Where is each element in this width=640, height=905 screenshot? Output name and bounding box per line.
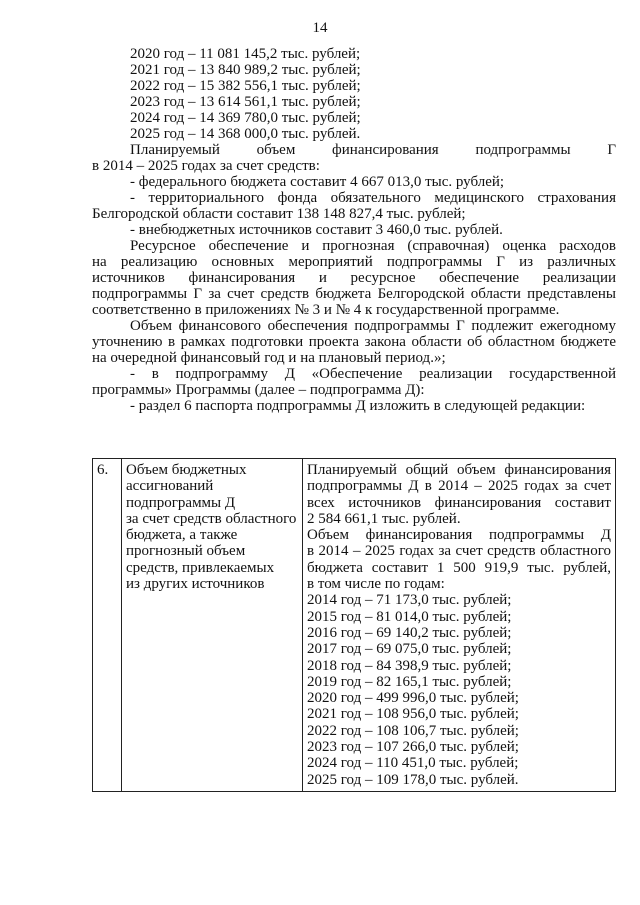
paragraph-line: Ресурсное обеспечение и прогнозная (справочная) оценка расходов (130, 238, 616, 254)
planned-g-line1: Планируемый объем финансирования подпрограммы Г (130, 142, 616, 158)
year-line: 2020 год – 11 081 145,2 тыс. рублей; (130, 46, 361, 62)
paragraph-line: подпрограммы Г за счет средств бюджета Белгородской области представлены (92, 286, 616, 302)
year-value-line: 2019 год – 82 165,1 тыс. рублей; (307, 673, 512, 690)
value-line: бюджета составит 1 500 919,9 тыс. рублей, (307, 559, 611, 576)
volume-paragraph (92, 318, 616, 366)
year-value-line: 2015 год – 81 014,0 тыс. рублей; (307, 608, 512, 625)
row-title-line: прогнозный объем (126, 543, 246, 560)
page-number: 14 (312, 20, 328, 36)
source-federal: - федерального бюджета составит 4 667 013,0 тыс. рублей; (130, 174, 505, 190)
table-row (93, 459, 616, 792)
resource-paragraph (92, 238, 616, 318)
year-value-line: 2024 год – 110 451,0 тыс. рублей; (307, 755, 519, 772)
source-extrabudget: - внебюджетных источников составит 3 460,0 тыс. рублей. (130, 222, 503, 238)
row-title-cell (122, 459, 303, 792)
year-value-line: 2020 год – 499 996,0 тыс. рублей; (307, 690, 519, 707)
year-line: 2024 год – 14 369 780,0 тыс. рублей; (130, 110, 361, 126)
paragraph-line: соответственно в приложениях № 3 и № 4 к государственной программе. (92, 302, 560, 318)
year-value-line: 2025 год – 109 178,0 тыс. рублей. (307, 771, 519, 788)
value-line: Объем финансирования подпрограммы Д (307, 527, 611, 544)
document-body (92, 46, 616, 414)
paragraph-line: на реализацию основных мероприятий подпрограммы Г из различных (92, 254, 616, 270)
year-line: 2022 год – 15 382 556,1 тыс. рублей; (130, 78, 361, 94)
year-value-line: 2017 год – 69 075,0 тыс. рублей; (307, 641, 512, 658)
year-value-line: 2021 год – 108 956,0 тыс. рублей; (307, 706, 519, 723)
value-line: в 2014 – 2025 годах за счет средств областного (307, 543, 611, 560)
paragraph-line: на очередной финансовый год и на плановый период.»; (92, 350, 446, 366)
value-line: подпрограммы Д в 2014 – 2025 годах за счет (307, 478, 611, 495)
year-value-line: 2016 год – 69 140,2 тыс. рублей; (307, 624, 512, 641)
value-line: Планируемый общий объем финансирования (307, 462, 611, 478)
row-title-line: бюджета, а также (126, 527, 238, 544)
paragraph-line: Объем финансового обеспечения подпрограммы Г подлежит ежегодному (130, 318, 616, 334)
row-title-line: за счет средств областного (126, 510, 297, 527)
subprogram-d-line2: программы» Программы (далее – подпрограмма Д): (92, 382, 425, 398)
paragraph-line: источников финансирования и ресурсное обеспечение реализации (92, 270, 616, 286)
row-title-line: средств, привлекаемых (126, 559, 275, 576)
row-title-line: подпрограммы Д (126, 494, 236, 511)
paragraph-line: уточнению в рамках подготовки проекта закона области об областном бюджете (92, 334, 616, 350)
value-line: в том числе по годам: (307, 576, 445, 593)
row-title-line: Объем бюджетных (126, 462, 247, 478)
year-value-line: 2014 год – 71 173,0 тыс. рублей; (307, 592, 512, 609)
year-line: 2021 год – 13 840 989,2 тыс. рублей; (130, 62, 361, 78)
planned-g-line2: в 2014 – 2025 годах за счет средств: (92, 158, 320, 174)
year-line: 2023 год – 13 614 561,1 тыс. рублей; (130, 94, 361, 110)
source-territorial-line2: Белгородской области составит 138 148 827,4 тыс. рублей; (92, 206, 466, 222)
passport-table (92, 458, 616, 792)
value-line: 2 584 661,1 тыс. рублей. (307, 510, 461, 527)
year-value-line: 2023 год – 107 266,0 тыс. рублей; (307, 739, 519, 756)
row-number-cell: 6. (93, 459, 122, 792)
year-line: 2025 год – 14 368 000,0 тыс. рублей. (130, 126, 361, 142)
row-value-cell (303, 459, 616, 792)
subprogram-d-line1: - в подпрограмму Д «Обеспечение реализации государственной (130, 366, 616, 382)
row-title-line: ассигнований (126, 478, 214, 495)
value-line: всех источников финансирования составит (307, 494, 611, 511)
subprogram-d-line3: - раздел 6 паспорта подпрограммы Д изложить в следующей редакции: (130, 398, 586, 414)
year-value-line: 2022 год – 108 106,7 тыс. рублей; (307, 722, 519, 739)
year-value-line: 2018 год – 84 398,9 тыс. рублей; (307, 657, 512, 674)
source-territorial-line1: - территориального фонда обязательного медицинского страхования (130, 190, 616, 206)
row-title-line: из других источников (126, 576, 265, 593)
